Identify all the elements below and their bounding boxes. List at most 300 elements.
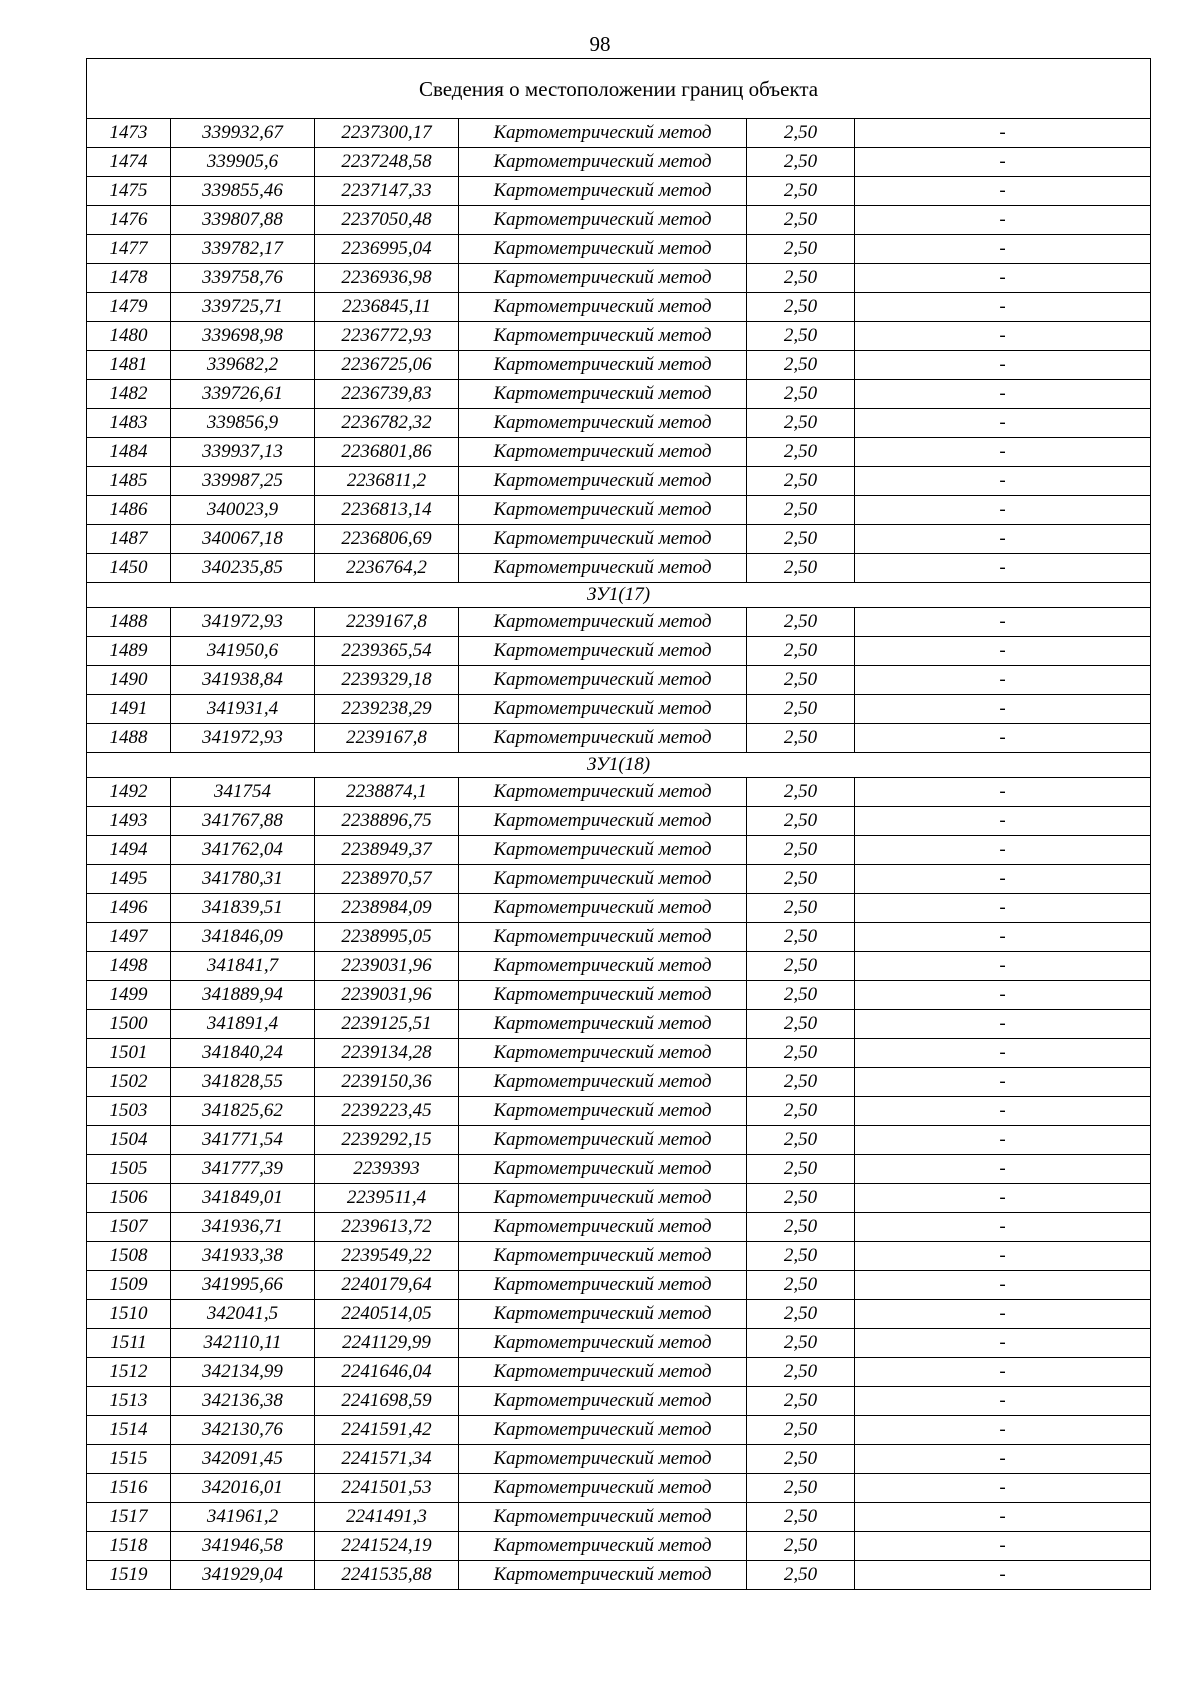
note-cell: - bbox=[855, 807, 1151, 836]
note-cell: - bbox=[855, 525, 1151, 554]
y-coordinate-cell: 2239150,36 bbox=[315, 1068, 459, 1097]
note-cell: - bbox=[855, 206, 1151, 235]
point-number-cell: 1498 bbox=[87, 952, 171, 981]
accuracy-cell: 2,50 bbox=[747, 952, 855, 981]
method-cell: Картометрический метод bbox=[459, 1387, 747, 1416]
table-row bbox=[87, 923, 1151, 952]
y-coordinate-cell: 2236811,2 bbox=[315, 467, 459, 496]
note-cell: - bbox=[855, 1242, 1151, 1271]
method-cell: Картометрический метод bbox=[459, 637, 747, 666]
point-number-cell: 1501 bbox=[87, 1039, 171, 1068]
table-row bbox=[87, 1329, 1151, 1358]
x-coordinate-cell: 339725,71 bbox=[171, 293, 315, 322]
point-number-cell: 1513 bbox=[87, 1387, 171, 1416]
method-cell: Картометрический метод bbox=[459, 1532, 747, 1561]
point-number-cell: 1486 bbox=[87, 496, 171, 525]
note-cell: - bbox=[855, 1532, 1151, 1561]
accuracy-cell: 2,50 bbox=[747, 1068, 855, 1097]
table-row bbox=[87, 496, 1151, 525]
accuracy-cell: 2,50 bbox=[747, 1329, 855, 1358]
accuracy-cell: 2,50 bbox=[747, 322, 855, 351]
method-cell: Картометрический метод bbox=[459, 807, 747, 836]
x-coordinate-cell: 339807,88 bbox=[171, 206, 315, 235]
x-coordinate-cell: 341995,66 bbox=[171, 1271, 315, 1300]
note-cell: - bbox=[855, 264, 1151, 293]
method-cell: Картометрический метод bbox=[459, 409, 747, 438]
x-coordinate-cell: 341777,39 bbox=[171, 1155, 315, 1184]
x-coordinate-cell: 341839,51 bbox=[171, 894, 315, 923]
table-row bbox=[87, 293, 1151, 322]
table-row bbox=[87, 409, 1151, 438]
accuracy-cell: 2,50 bbox=[747, 351, 855, 380]
table-row bbox=[87, 778, 1151, 807]
table-row bbox=[87, 322, 1151, 351]
table-row bbox=[87, 1445, 1151, 1474]
y-coordinate-cell: 2239511,4 bbox=[315, 1184, 459, 1213]
y-coordinate-cell: 2237147,33 bbox=[315, 177, 459, 206]
x-coordinate-cell: 341938,84 bbox=[171, 666, 315, 695]
accuracy-cell: 2,50 bbox=[747, 1503, 855, 1532]
x-coordinate-cell: 341840,24 bbox=[171, 1039, 315, 1068]
table-row bbox=[87, 608, 1151, 637]
method-cell: Картометрический метод bbox=[459, 1126, 747, 1155]
accuracy-cell: 2,50 bbox=[747, 724, 855, 753]
table-row bbox=[87, 1387, 1151, 1416]
accuracy-cell: 2,50 bbox=[747, 1184, 855, 1213]
y-coordinate-cell: 2239125,51 bbox=[315, 1010, 459, 1039]
note-cell: - bbox=[855, 438, 1151, 467]
method-cell: Картометрический метод bbox=[459, 1358, 747, 1387]
method-cell: Картометрический метод bbox=[459, 1242, 747, 1271]
table-row bbox=[87, 637, 1151, 666]
y-coordinate-cell: 2239393 bbox=[315, 1155, 459, 1184]
accuracy-cell: 2,50 bbox=[747, 778, 855, 807]
accuracy-cell: 2,50 bbox=[747, 438, 855, 467]
accuracy-cell: 2,50 bbox=[747, 525, 855, 554]
method-cell: Картометрический метод bbox=[459, 778, 747, 807]
point-number-cell: 1506 bbox=[87, 1184, 171, 1213]
note-cell: - bbox=[855, 1126, 1151, 1155]
x-coordinate-cell: 341754 bbox=[171, 778, 315, 807]
method-cell: Картометрический метод bbox=[459, 235, 747, 264]
note-cell: - bbox=[855, 637, 1151, 666]
y-coordinate-cell: 2236772,93 bbox=[315, 322, 459, 351]
x-coordinate-cell: 341972,93 bbox=[171, 608, 315, 637]
table-row bbox=[87, 1271, 1151, 1300]
table-row bbox=[87, 1532, 1151, 1561]
point-number-cell: 1507 bbox=[87, 1213, 171, 1242]
accuracy-cell: 2,50 bbox=[747, 1300, 855, 1329]
method-cell: Картометрический метод bbox=[459, 923, 747, 952]
x-coordinate-cell: 339855,46 bbox=[171, 177, 315, 206]
method-cell: Картометрический метод bbox=[459, 1300, 747, 1329]
method-cell: Картометрический метод bbox=[459, 293, 747, 322]
method-cell: Картометрический метод bbox=[459, 836, 747, 865]
method-cell: Картометрический метод bbox=[459, 554, 747, 583]
accuracy-cell: 2,50 bbox=[747, 1010, 855, 1039]
x-coordinate-cell: 339987,25 bbox=[171, 467, 315, 496]
table-row bbox=[87, 981, 1151, 1010]
table-row bbox=[87, 1300, 1151, 1329]
method-cell: Картометрический метод bbox=[459, 724, 747, 753]
accuracy-cell: 2,50 bbox=[747, 1242, 855, 1271]
table-row bbox=[87, 206, 1151, 235]
x-coordinate-cell: 341767,88 bbox=[171, 807, 315, 836]
point-number-cell: 1511 bbox=[87, 1329, 171, 1358]
point-number-cell: 1503 bbox=[87, 1097, 171, 1126]
point-number-cell: 1502 bbox=[87, 1068, 171, 1097]
note-cell: - bbox=[855, 1300, 1151, 1329]
y-coordinate-cell: 2241535,88 bbox=[315, 1561, 459, 1590]
x-coordinate-cell: 339905,6 bbox=[171, 148, 315, 177]
y-coordinate-cell: 2239549,22 bbox=[315, 1242, 459, 1271]
accuracy-cell: 2,50 bbox=[747, 608, 855, 637]
method-cell: Картометрический метод bbox=[459, 119, 747, 148]
accuracy-cell: 2,50 bbox=[747, 409, 855, 438]
x-coordinate-cell: 341825,62 bbox=[171, 1097, 315, 1126]
note-cell: - bbox=[855, 177, 1151, 206]
y-coordinate-cell: 2236739,83 bbox=[315, 380, 459, 409]
table-title: Сведения о местоположении границ объекта bbox=[87, 59, 1151, 119]
table-row bbox=[87, 525, 1151, 554]
point-number-cell: 1489 bbox=[87, 637, 171, 666]
table-row bbox=[87, 177, 1151, 206]
section-label: ЗУ1(17) bbox=[87, 583, 1151, 608]
note-cell: - bbox=[855, 148, 1151, 177]
note-cell: - bbox=[855, 467, 1151, 496]
x-coordinate-cell: 341849,01 bbox=[171, 1184, 315, 1213]
point-number-cell: 1481 bbox=[87, 351, 171, 380]
y-coordinate-cell: 2239329,18 bbox=[315, 666, 459, 695]
note-cell: - bbox=[855, 952, 1151, 981]
x-coordinate-cell: 341762,04 bbox=[171, 836, 315, 865]
table-row bbox=[87, 467, 1151, 496]
method-cell: Картометрический метод bbox=[459, 695, 747, 724]
note-cell: - bbox=[855, 981, 1151, 1010]
accuracy-cell: 2,50 bbox=[747, 119, 855, 148]
method-cell: Картометрический метод bbox=[459, 952, 747, 981]
x-coordinate-cell: 341841,7 bbox=[171, 952, 315, 981]
method-cell: Картометрический метод bbox=[459, 264, 747, 293]
y-coordinate-cell: 2241129,99 bbox=[315, 1329, 459, 1358]
y-coordinate-cell: 2236801,86 bbox=[315, 438, 459, 467]
accuracy-cell: 2,50 bbox=[747, 666, 855, 695]
x-coordinate-cell: 339682,2 bbox=[171, 351, 315, 380]
y-coordinate-cell: 2237300,17 bbox=[315, 119, 459, 148]
accuracy-cell: 2,50 bbox=[747, 1416, 855, 1445]
y-coordinate-cell: 2240179,64 bbox=[315, 1271, 459, 1300]
point-number-cell: 1494 bbox=[87, 836, 171, 865]
note-cell: - bbox=[855, 1184, 1151, 1213]
point-number-cell: 1475 bbox=[87, 177, 171, 206]
table-row bbox=[87, 1184, 1151, 1213]
point-number-cell: 1491 bbox=[87, 695, 171, 724]
method-cell: Картометрический метод bbox=[459, 467, 747, 496]
note-cell: - bbox=[855, 554, 1151, 583]
note-cell: - bbox=[855, 1445, 1151, 1474]
method-cell: Картометрический метод bbox=[459, 1097, 747, 1126]
note-cell: - bbox=[855, 293, 1151, 322]
y-coordinate-cell: 2236813,14 bbox=[315, 496, 459, 525]
method-cell: Картометрический метод bbox=[459, 1213, 747, 1242]
point-number-cell: 1516 bbox=[87, 1474, 171, 1503]
x-coordinate-cell: 341891,4 bbox=[171, 1010, 315, 1039]
y-coordinate-cell: 2236845,11 bbox=[315, 293, 459, 322]
method-cell: Картометрический метод bbox=[459, 177, 747, 206]
y-coordinate-cell: 2237050,48 bbox=[315, 206, 459, 235]
method-cell: Картометрический метод bbox=[459, 148, 747, 177]
accuracy-cell: 2,50 bbox=[747, 206, 855, 235]
x-coordinate-cell: 339932,67 bbox=[171, 119, 315, 148]
note-cell: - bbox=[855, 836, 1151, 865]
boundary-coordinates-table bbox=[86, 58, 1151, 1590]
note-cell: - bbox=[855, 1097, 1151, 1126]
method-cell: Картометрический метод bbox=[459, 1445, 747, 1474]
note-cell: - bbox=[855, 865, 1151, 894]
method-cell: Картометрический метод bbox=[459, 1039, 747, 1068]
x-coordinate-cell: 341780,31 bbox=[171, 865, 315, 894]
y-coordinate-cell: 2239031,96 bbox=[315, 952, 459, 981]
note-cell: - bbox=[855, 724, 1151, 753]
accuracy-cell: 2,50 bbox=[747, 1126, 855, 1155]
x-coordinate-cell: 339782,17 bbox=[171, 235, 315, 264]
table-row bbox=[87, 807, 1151, 836]
y-coordinate-cell: 2236936,98 bbox=[315, 264, 459, 293]
accuracy-cell: 2,50 bbox=[747, 807, 855, 836]
y-coordinate-cell: 2241646,04 bbox=[315, 1358, 459, 1387]
y-coordinate-cell: 2236806,69 bbox=[315, 525, 459, 554]
point-number-cell: 1483 bbox=[87, 409, 171, 438]
x-coordinate-cell: 341828,55 bbox=[171, 1068, 315, 1097]
method-cell: Картометрический метод bbox=[459, 666, 747, 695]
point-number-cell: 1519 bbox=[87, 1561, 171, 1590]
point-number-cell: 1477 bbox=[87, 235, 171, 264]
note-cell: - bbox=[855, 1039, 1151, 1068]
point-number-cell: 1514 bbox=[87, 1416, 171, 1445]
x-coordinate-cell: 341929,04 bbox=[171, 1561, 315, 1590]
method-cell: Картометрический метод bbox=[459, 525, 747, 554]
point-number-cell: 1510 bbox=[87, 1300, 171, 1329]
accuracy-cell: 2,50 bbox=[747, 177, 855, 206]
table-row bbox=[87, 1503, 1151, 1532]
note-cell: - bbox=[855, 894, 1151, 923]
y-coordinate-cell: 2241491,3 bbox=[315, 1503, 459, 1532]
y-coordinate-cell: 2236725,06 bbox=[315, 351, 459, 380]
y-coordinate-cell: 2239613,72 bbox=[315, 1213, 459, 1242]
table-row bbox=[87, 438, 1151, 467]
point-number-cell: 1496 bbox=[87, 894, 171, 923]
table-row bbox=[87, 148, 1151, 177]
x-coordinate-cell: 339937,13 bbox=[171, 438, 315, 467]
method-cell: Картометрический метод bbox=[459, 1068, 747, 1097]
x-coordinate-cell: 342016,01 bbox=[171, 1474, 315, 1503]
y-coordinate-cell: 2239292,15 bbox=[315, 1126, 459, 1155]
point-number-cell: 1515 bbox=[87, 1445, 171, 1474]
point-number-cell: 1508 bbox=[87, 1242, 171, 1271]
method-cell: Картометрический метод bbox=[459, 1416, 747, 1445]
accuracy-cell: 2,50 bbox=[747, 1561, 855, 1590]
table-row bbox=[87, 554, 1151, 583]
accuracy-cell: 2,50 bbox=[747, 1445, 855, 1474]
point-number-cell: 1497 bbox=[87, 923, 171, 952]
method-cell: Картометрический метод bbox=[459, 496, 747, 525]
x-coordinate-cell: 339856,9 bbox=[171, 409, 315, 438]
method-cell: Картометрический метод bbox=[459, 1474, 747, 1503]
method-cell: Картометрический метод bbox=[459, 1155, 747, 1184]
table-row bbox=[87, 119, 1151, 148]
x-coordinate-cell: 341950,6 bbox=[171, 637, 315, 666]
table-row bbox=[87, 1126, 1151, 1155]
point-number-cell: 1517 bbox=[87, 1503, 171, 1532]
y-coordinate-cell: 2241591,42 bbox=[315, 1416, 459, 1445]
y-coordinate-cell: 2239167,8 bbox=[315, 724, 459, 753]
table-row bbox=[87, 836, 1151, 865]
table-row bbox=[87, 1474, 1151, 1503]
y-coordinate-cell: 2238995,05 bbox=[315, 923, 459, 952]
note-cell: - bbox=[855, 1329, 1151, 1358]
x-coordinate-cell: 340067,18 bbox=[171, 525, 315, 554]
y-coordinate-cell: 2239134,28 bbox=[315, 1039, 459, 1068]
accuracy-cell: 2,50 bbox=[747, 380, 855, 409]
y-coordinate-cell: 2238970,57 bbox=[315, 865, 459, 894]
method-cell: Картометрический метод bbox=[459, 1503, 747, 1532]
point-number-cell: 1479 bbox=[87, 293, 171, 322]
x-coordinate-cell: 341961,2 bbox=[171, 1503, 315, 1532]
method-cell: Картометрический метод bbox=[459, 438, 747, 467]
note-cell: - bbox=[855, 1010, 1151, 1039]
x-coordinate-cell: 341946,58 bbox=[171, 1532, 315, 1561]
accuracy-cell: 2,50 bbox=[747, 1097, 855, 1126]
method-cell: Картометрический метод bbox=[459, 206, 747, 235]
accuracy-cell: 2,50 bbox=[747, 1039, 855, 1068]
note-cell: - bbox=[855, 496, 1151, 525]
note-cell: - bbox=[855, 409, 1151, 438]
table-title-row bbox=[87, 59, 1151, 119]
y-coordinate-cell: 2236782,32 bbox=[315, 409, 459, 438]
accuracy-cell: 2,50 bbox=[747, 1358, 855, 1387]
table-row bbox=[87, 351, 1151, 380]
note-cell: - bbox=[855, 119, 1151, 148]
accuracy-cell: 2,50 bbox=[747, 1271, 855, 1300]
point-number-cell: 1504 bbox=[87, 1126, 171, 1155]
y-coordinate-cell: 2241501,53 bbox=[315, 1474, 459, 1503]
table-row bbox=[87, 1358, 1151, 1387]
x-coordinate-cell: 341933,38 bbox=[171, 1242, 315, 1271]
point-number-cell: 1490 bbox=[87, 666, 171, 695]
accuracy-cell: 2,50 bbox=[747, 467, 855, 496]
accuracy-cell: 2,50 bbox=[747, 836, 855, 865]
point-number-cell: 1512 bbox=[87, 1358, 171, 1387]
point-number-cell: 1499 bbox=[87, 981, 171, 1010]
point-number-cell: 1509 bbox=[87, 1271, 171, 1300]
note-cell: - bbox=[855, 1358, 1151, 1387]
table-row bbox=[87, 1039, 1151, 1068]
page-number: 98 bbox=[589, 32, 611, 56]
y-coordinate-cell: 2241571,34 bbox=[315, 1445, 459, 1474]
method-cell: Картометрический метод bbox=[459, 608, 747, 637]
point-number-cell: 1476 bbox=[87, 206, 171, 235]
table-body bbox=[87, 59, 1151, 1590]
x-coordinate-cell: 341846,09 bbox=[171, 923, 315, 952]
note-cell: - bbox=[855, 608, 1151, 637]
method-cell: Картометрический метод bbox=[459, 322, 747, 351]
x-coordinate-cell: 341972,93 bbox=[171, 724, 315, 753]
accuracy-cell: 2,50 bbox=[747, 235, 855, 264]
note-cell: - bbox=[855, 1503, 1151, 1532]
table-row bbox=[87, 264, 1151, 293]
method-cell: Картометрический метод bbox=[459, 1271, 747, 1300]
x-coordinate-cell: 342134,99 bbox=[171, 1358, 315, 1387]
y-coordinate-cell: 2238984,09 bbox=[315, 894, 459, 923]
accuracy-cell: 2,50 bbox=[747, 1387, 855, 1416]
note-cell: - bbox=[855, 923, 1151, 952]
x-coordinate-cell: 340023,9 bbox=[171, 496, 315, 525]
x-coordinate-cell: 342136,38 bbox=[171, 1387, 315, 1416]
note-cell: - bbox=[855, 351, 1151, 380]
note-cell: - bbox=[855, 1213, 1151, 1242]
table-row bbox=[87, 1416, 1151, 1445]
point-number-cell: 1474 bbox=[87, 148, 171, 177]
table-row bbox=[87, 1155, 1151, 1184]
x-coordinate-cell: 340235,85 bbox=[171, 554, 315, 583]
y-coordinate-cell: 2238896,75 bbox=[315, 807, 459, 836]
x-coordinate-cell: 341931,4 bbox=[171, 695, 315, 724]
table-row bbox=[87, 235, 1151, 264]
point-number-cell: 1478 bbox=[87, 264, 171, 293]
table-row bbox=[87, 894, 1151, 923]
x-coordinate-cell: 342091,45 bbox=[171, 1445, 315, 1474]
accuracy-cell: 2,50 bbox=[747, 637, 855, 666]
note-cell: - bbox=[855, 1068, 1151, 1097]
y-coordinate-cell: 2239167,8 bbox=[315, 608, 459, 637]
table-row bbox=[87, 666, 1151, 695]
point-number-cell: 1493 bbox=[87, 807, 171, 836]
method-cell: Картометрический метод bbox=[459, 1329, 747, 1358]
y-coordinate-cell: 2238949,37 bbox=[315, 836, 459, 865]
method-cell: Картометрический метод bbox=[459, 1184, 747, 1213]
note-cell: - bbox=[855, 1387, 1151, 1416]
accuracy-cell: 2,50 bbox=[747, 1155, 855, 1184]
y-coordinate-cell: 2236764,2 bbox=[315, 554, 459, 583]
note-cell: - bbox=[855, 380, 1151, 409]
point-number-cell: 1485 bbox=[87, 467, 171, 496]
accuracy-cell: 2,50 bbox=[747, 1213, 855, 1242]
table-row bbox=[87, 695, 1151, 724]
note-cell: - bbox=[855, 1561, 1151, 1590]
section-header-row bbox=[87, 753, 1151, 778]
y-coordinate-cell: 2241524,19 bbox=[315, 1532, 459, 1561]
table-row bbox=[87, 1068, 1151, 1097]
accuracy-cell: 2,50 bbox=[747, 148, 855, 177]
point-number-cell: 1488 bbox=[87, 724, 171, 753]
table-row bbox=[87, 380, 1151, 409]
accuracy-cell: 2,50 bbox=[747, 695, 855, 724]
table-row bbox=[87, 1242, 1151, 1271]
y-coordinate-cell: 2239031,96 bbox=[315, 981, 459, 1010]
point-number-cell: 1495 bbox=[87, 865, 171, 894]
note-cell: - bbox=[855, 1416, 1151, 1445]
table-row bbox=[87, 952, 1151, 981]
point-number-cell: 1473 bbox=[87, 119, 171, 148]
y-coordinate-cell: 2238874,1 bbox=[315, 778, 459, 807]
method-cell: Картометрический метод bbox=[459, 981, 747, 1010]
method-cell: Картометрический метод bbox=[459, 865, 747, 894]
method-cell: Картометрический метод bbox=[459, 380, 747, 409]
point-number-cell: 1482 bbox=[87, 380, 171, 409]
y-coordinate-cell: 2236995,04 bbox=[315, 235, 459, 264]
note-cell: - bbox=[855, 1155, 1151, 1184]
note-cell: - bbox=[855, 1271, 1151, 1300]
